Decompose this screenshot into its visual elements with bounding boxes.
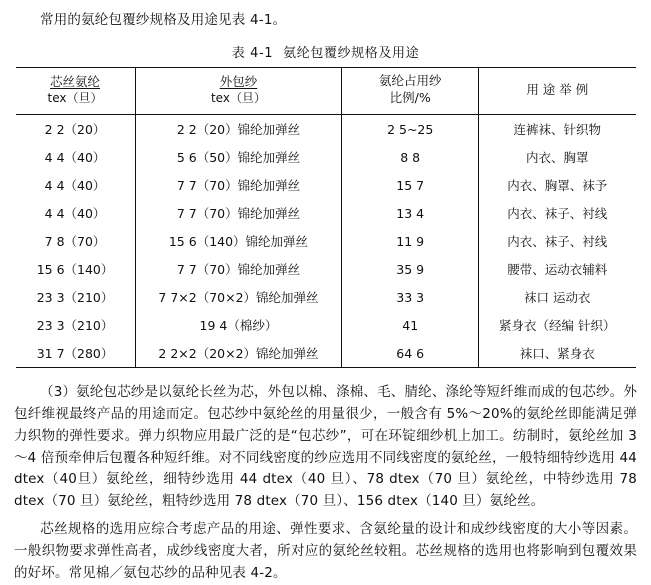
cell-ratio: 33 3 — [342, 283, 479, 311]
cell-core: 4 4（40） — [16, 171, 136, 199]
paragraph-core-selection — [14, 519, 637, 585]
column-header-usage — [479, 68, 636, 115]
cell-wrap: 7 7（70）锦纶加弹丝 — [135, 171, 342, 199]
table-row — [16, 255, 636, 283]
intro-sentence: 常用的氨纶包覆纱规格及用途见表 4-1。 — [40, 12, 287, 28]
cell-wrap: 7 7（70）锦纶加弹丝 — [135, 255, 342, 283]
column-header-usage-line1: 用 途 举 例 — [526, 81, 589, 97]
table-header-row — [16, 68, 636, 115]
spec-table — [16, 67, 636, 368]
paragraph-core-selection-text: 芯丝规格的选用应综合考虑产品的用途、弹性要求、含氨纶量的设计和成纱线密度的大小等因素。一般织物要求弹性高者，成纱线密度大者，所对应的氨纶丝较粗。芯丝规格的选用也将影响到包覆效果的好坏。常见棉／氨包芯纱的品种见表 4-2。 — [14, 521, 637, 581]
cell-wrap: 19 4（棉纱） — [135, 311, 342, 339]
column-header-wrap-yarn-sub: tex（旦） — [210, 90, 266, 105]
cell-wrap: 7 7（70）锦纶加弹丝 — [135, 199, 342, 227]
cell-core: 4 4（40） — [16, 199, 136, 227]
table-caption-title: 氨纶包覆纱规格及用途 — [283, 46, 420, 62]
table-row — [16, 143, 636, 171]
cell-usage: 紧身衣（经编 针织） — [499, 318, 616, 333]
cell-core: 7 8（70） — [16, 227, 136, 255]
table-row — [16, 115, 636, 144]
cell-ratio: 8 8 — [342, 143, 479, 171]
cell-usage: 连裤袜、针织物 — [513, 122, 602, 137]
cell-usage: 内衣、胸罩 — [526, 150, 589, 165]
cell-core: 23 3（210） — [16, 311, 136, 339]
cell-wrap: 2 2×2（20×2）锦纶加弹丝 — [135, 339, 342, 368]
cell-ratio: 11 9 — [342, 227, 479, 255]
cell-usage: 内衣、胸罩、袜予 — [507, 178, 608, 193]
cell-usage: 袜口 运动衣 — [524, 290, 591, 305]
table-row — [16, 283, 636, 311]
cell-ratio: 15 7 — [342, 171, 479, 199]
cell-usage: 内衣、袜子、衬线 — [507, 206, 608, 221]
cell-wrap: 2 2（20）锦纶加弹丝 — [135, 115, 342, 144]
table-head — [16, 68, 636, 115]
cell-core: 15 6（140） — [16, 255, 136, 283]
cell-wrap: 5 6（50）锦纶加弹丝 — [135, 143, 342, 171]
cell-usage: 腰带、运动衣辅料 — [507, 262, 608, 277]
cell-usage: 袜口、紧身衣 — [479, 339, 636, 368]
cell-wrap: 7 7×2（70×2）锦纶加弹丝 — [135, 283, 342, 311]
table-row — [16, 199, 636, 227]
cell-core: 31 7（280） — [16, 339, 136, 368]
column-header-core-spandex-main: 芯丝氨纶 — [50, 73, 101, 89]
cell-core: 2 2（20） — [16, 115, 136, 144]
column-header-core-spandex-sub: tex（旦） — [47, 90, 103, 105]
paragraph-core-spun-yarn — [14, 382, 637, 513]
table-row — [16, 171, 636, 199]
column-header-core-spandex — [16, 68, 136, 115]
cell-ratio: 35 9 — [342, 255, 479, 283]
cell-core: 23 3（210） — [16, 283, 136, 311]
table-caption — [14, 42, 637, 61]
table-row — [16, 339, 636, 368]
cell-core: 4 4（40） — [16, 143, 136, 171]
table-body — [16, 115, 636, 368]
column-header-ratio — [342, 68, 479, 115]
table-caption-number: 表 4-1 — [231, 46, 274, 62]
cell-ratio: 13 4 — [342, 199, 479, 227]
paragraph-core-spun-yarn-text: （3）氨纶包芯纱是以氨纶长丝为芯，外包以棉、涤棉、毛、腈纶、涤纶等短纤维而成的包芯纱。外包纤维视最终产品的用途而定。包芯纱中氨纶丝的用量很少，一般含有 5%～20%的氨纶丝即能满足弹力织物的弹性要求。弹力织物应用最广泛的是“包芯纱”，可在环锭细纱机上加工。纺制时，氨纶丝加 3～4 倍预牵伸后包覆各种短纤维。对不同线密度的纱应选用不同线密度的氨纶丝，一般特细特纱选用 44 dtex（40旦）氨纶丝，细特纱选用 44 dtex（40 旦）、78 dtex（70 旦）氨纶丝，中特纱选用 78 dtex（70 旦）氨纶丝，粗特纱选用 78 dtex（70 旦）、156 dtex（140 旦）氨纶丝。 — [14, 384, 637, 510]
cell-usage: 内衣、袜子、衬线 — [507, 234, 608, 249]
column-header-ratio-line1: 氨纶占用纱 — [378, 73, 442, 89]
cell-wrap: 15 6（140）锦纶加弹丝 — [135, 227, 342, 255]
table-row — [16, 311, 636, 339]
column-header-wrap-yarn-main: 外包纱 — [219, 73, 258, 89]
column-header-wrap-yarn — [135, 68, 342, 115]
cell-ratio: 2 5~25 — [342, 115, 479, 144]
cell-ratio: 41 — [342, 311, 479, 339]
cell-ratio: 64 6 — [342, 339, 479, 368]
column-header-ratio-line2: 比例/% — [389, 90, 431, 106]
table-row — [16, 227, 636, 255]
